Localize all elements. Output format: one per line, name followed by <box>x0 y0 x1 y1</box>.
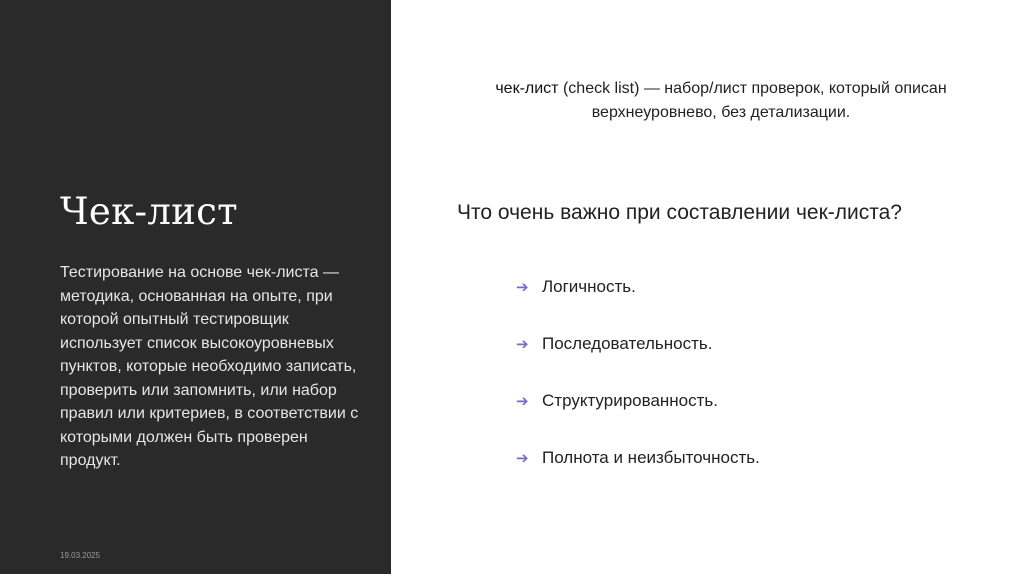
list-item-label: Структурированность. <box>542 391 718 410</box>
definition-body: (check list) — набор/лист проверок, который описан верхнеуровнево, без детализации. <box>558 80 947 121</box>
list-item <box>516 276 760 298</box>
list-item-label: Полнота и неизбыточность. <box>542 448 760 467</box>
arrow-right-icon: ➔ <box>516 449 529 467</box>
list-item <box>516 390 760 412</box>
slide-title: Чек-лист <box>60 190 238 233</box>
list-item-label: Последовательность. <box>542 334 713 353</box>
arrow-right-icon: ➔ <box>516 392 529 410</box>
arrow-right-icon: ➔ <box>516 335 529 353</box>
list-item-label: Логичность. <box>542 277 636 296</box>
definition-term: чек-лист <box>495 80 559 97</box>
description-text: Тестирование на основе чек-листа — методика, основанная на опыте, при которой опытный тестировщик использует список высокоуровневых пунктов, которые необходимо записать, проверить или запомнить, или набор правил или критериев, в соответствии с которыми должен быть проверен продукт. <box>60 264 359 469</box>
list-item <box>516 333 760 355</box>
right-panel <box>391 0 1024 574</box>
definition-text <box>441 77 1001 125</box>
slide-date: 19.03.2025 <box>60 551 101 560</box>
arrow-right-icon: ➔ <box>516 278 529 296</box>
criteria-list <box>516 276 760 504</box>
question-heading: Что очень важно при составлении чек-листа? <box>457 201 902 224</box>
list-item <box>516 447 760 469</box>
left-panel <box>0 0 391 574</box>
